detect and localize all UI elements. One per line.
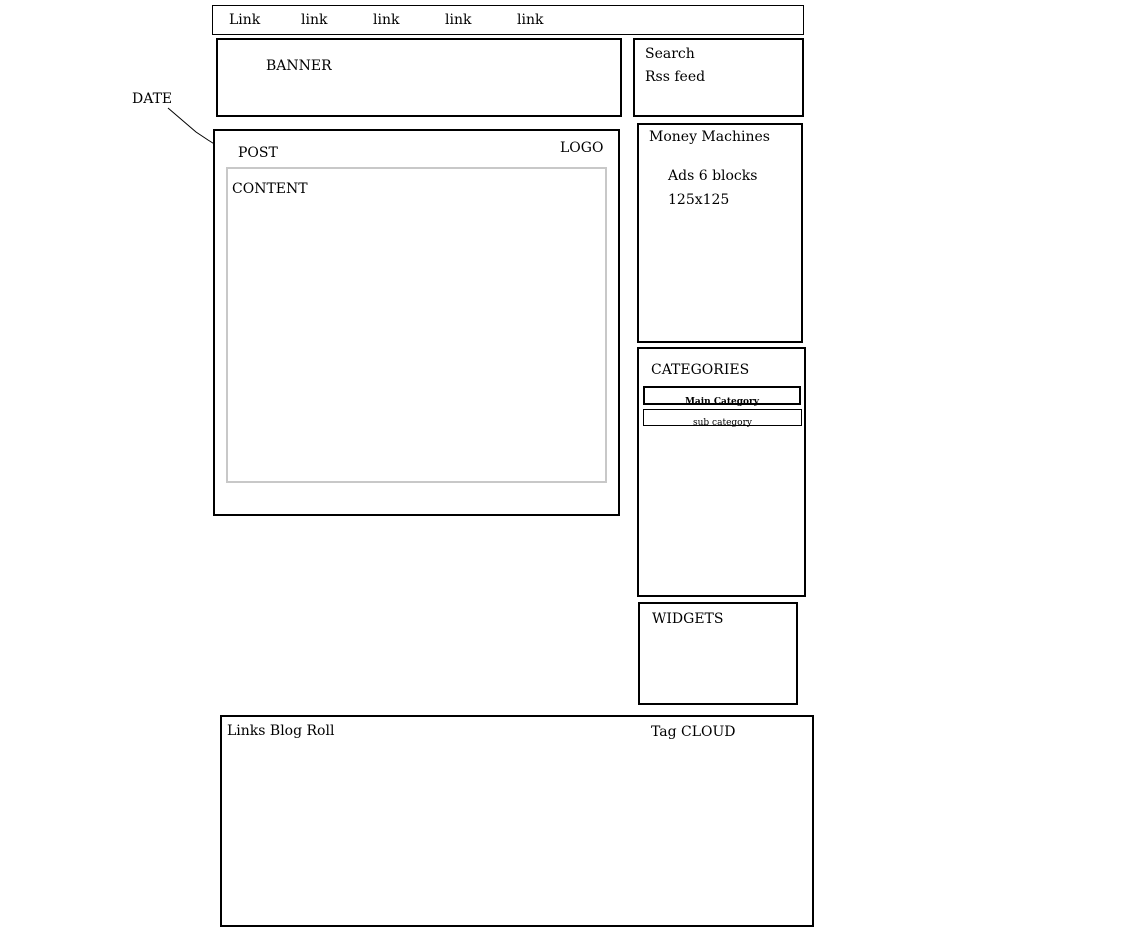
sub-category-label: sub category (693, 418, 752, 428)
search-label[interactable]: Search (645, 46, 695, 62)
nav-link-3[interactable]: link (373, 12, 400, 28)
widgets-box (638, 602, 798, 705)
logo-label: LOGO (560, 140, 604, 156)
search-rss-box (633, 38, 804, 117)
money-machines-box (637, 123, 803, 343)
blogroll-label[interactable]: Links Blog Roll (227, 723, 335, 739)
ads-blocks-label: Ads 6 blocks (668, 168, 758, 184)
nav-link-1[interactable]: Link (229, 12, 261, 28)
sub-category-item[interactable] (643, 409, 802, 426)
tag-cloud-label[interactable]: Tag CLOUD (651, 724, 736, 740)
categories-title: CATEGORIES (651, 362, 750, 378)
widgets-title: WIDGETS (652, 611, 724, 627)
money-machines-title: Money Machines (649, 129, 770, 145)
post-box (213, 129, 620, 516)
nav-link-4[interactable]: link (445, 12, 472, 28)
nav-bar (212, 5, 804, 35)
nav-link-5[interactable]: link (517, 12, 544, 28)
banner-box (216, 38, 622, 117)
main-category-label: Main Category (684, 397, 760, 407)
post-label: POST (238, 145, 278, 161)
content-label: CONTENT (232, 181, 308, 197)
categories-box (637, 347, 806, 597)
main-category-item[interactable] (643, 386, 801, 405)
banner-label: BANNER (266, 58, 332, 74)
nav-link-2[interactable]: link (301, 12, 328, 28)
footer-box (220, 715, 814, 927)
rss-feed-label[interactable]: Rss feed (645, 69, 706, 85)
date-callout-label: DATE (132, 91, 173, 107)
ads-size-label: 125x125 (668, 192, 730, 208)
content-area (226, 167, 607, 483)
